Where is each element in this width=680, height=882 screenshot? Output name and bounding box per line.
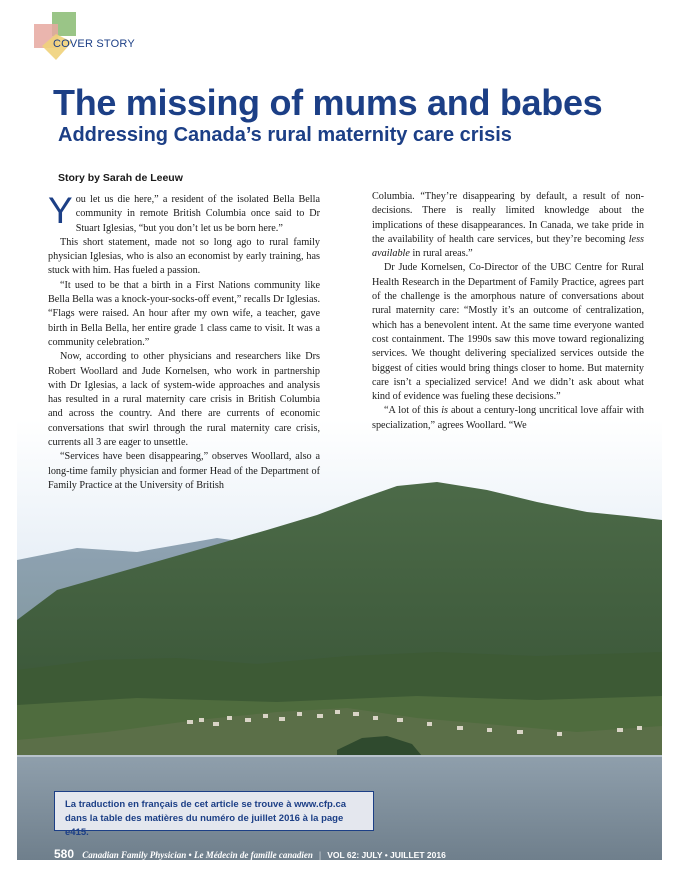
- notice-line-2: dans la table des matières du numéro de juillet 2016 à la page e415.: [65, 813, 344, 838]
- paragraph: “Services have been disappearing,” observes Woollard, also a long-time family physician and former Head of the Department of Family Practice at the University of British: [48, 451, 320, 491]
- page-number: 580: [54, 847, 75, 861]
- paragraph: Columbia. “They’re disappearing by default, a result of non-decisions. There is really limited knowledge about the implications of these disappearances. In Canada, we take pride in the availability of health care services, but they’re becoming less available in rural areas.”: [372, 191, 644, 260]
- byline: Story by Sarah de Leeuw: [58, 172, 183, 184]
- paragraph: “It used to be that a birth in a First Nations community like Bella Bella was a knock-your-socks-off event,” recalls Dr Iglesias. “Flags were raised. An hour after my own wife, a teacher, gave birth in Bella Bella, her entire grade 1 class came to visit. It was a community celebration.”: [48, 279, 320, 348]
- volume-info: VOL 62: JULY • JUILLET 2016: [327, 850, 446, 860]
- section-label: COVER STORY: [53, 38, 135, 50]
- article-title: The missing of mums and babes: [53, 82, 603, 123]
- journal-name: Canadian Family Physician • Le Médecin de famille canadien: [82, 850, 313, 860]
- article-subtitle: Addressing Canada’s rural maternity care crisis: [58, 124, 512, 146]
- footer-separator: |: [319, 850, 321, 860]
- drop-cap: Y: [48, 190, 73, 231]
- article-column-left: [48, 190, 320, 493]
- paragraph: This short statement, made not so long ago to rural family physician Iglesias, who is also an economist by early training, has stuck with him. Has fueled a passion.: [48, 236, 320, 277]
- paragraph: “A lot of this is about a century-long uncritical love affair with specialization,” agrees Woollard. “We: [372, 405, 644, 431]
- page-footer: [54, 847, 446, 861]
- notice-line-1: La traduction en français de cet article se trouve à www.cfp.ca: [65, 799, 347, 810]
- paragraph: Dr Jude Kornelsen, Co-Director of the UBC Centre for Rural Health Research in the Department of Family Practice, agrees part of the challenge is the amorphous nature of conversations about rural maternity care: “Mostly it’s an outcome of centralization, which has a benevolent intent. At the same time everyone wanted cost containment. The 1990s saw this move toward regionalizing services. We thought delivering specialized services outside the biggest of cities would bring things closer to home. But maternity care isn’t a specialized service! And we didn’t ask about what kind of evidence was fueling these decisions.”: [372, 262, 644, 403]
- translation-notice: [54, 791, 374, 838]
- paragraph: You let us die here,” a resident of the isolated Bella Bella community in remote British Columbia once said to Dr Stuart Iglesias, “but you don’t let us be born here.”: [48, 190, 320, 234]
- paragraph: Now, according to other physicians and researchers like Drs Robert Woollard and Jude Kornelsen, who work in partnership with Dr Iglesias, a lack of system-wide approaches and analysis has resulted in a rural maternity care crisis in British Columbia and across the country. And there are currents of economic conversations that swirl through the rural maternity care crisis, currents all 3 are eager to unsettle.: [48, 351, 320, 449]
- article-column-right: [372, 190, 644, 433]
